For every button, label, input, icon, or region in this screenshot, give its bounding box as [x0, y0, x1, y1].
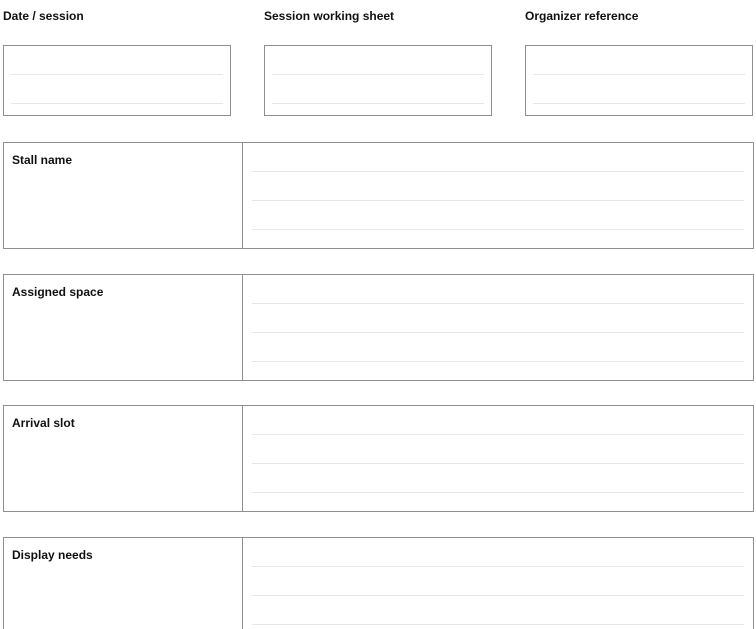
arrival-slot-field[interactable] [243, 406, 753, 511]
session-working-sheet-box[interactable] [264, 45, 492, 116]
organizer-reference-box[interactable] [525, 45, 753, 116]
field-label-cell [4, 143, 243, 248]
arrival-slot-label: Arrival slot [12, 416, 75, 430]
writing-line [272, 103, 484, 104]
field-row-arrival-slot [3, 405, 754, 512]
date-session-box[interactable] [3, 45, 231, 116]
field-label-cell [4, 275, 243, 380]
writing-line [11, 103, 223, 104]
writing-line [272, 74, 484, 75]
writing-line [252, 492, 744, 493]
stall-name-field[interactable] [243, 143, 753, 248]
assigned-space-field[interactable] [243, 275, 753, 380]
writing-line [252, 200, 744, 201]
display-needs-label: Display needs [12, 548, 93, 562]
field-row-assigned-space [3, 274, 754, 381]
writing-line [252, 463, 744, 464]
organizer-reference-label: Organizer reference [525, 9, 639, 23]
writing-line [252, 624, 744, 625]
field-label-cell [4, 406, 243, 511]
field-row-stall-name [3, 142, 754, 249]
field-label-cell [4, 538, 243, 629]
display-needs-field[interactable] [243, 538, 753, 629]
writing-line [11, 74, 223, 75]
writing-line [252, 434, 744, 435]
writing-line [252, 566, 744, 567]
writing-line [533, 74, 745, 75]
writing-line [252, 229, 744, 230]
writing-line [533, 103, 745, 104]
writing-line [252, 595, 744, 596]
assigned-space-label: Assigned space [12, 285, 104, 299]
writing-line [252, 361, 744, 362]
date-session-label: Date / session [3, 9, 84, 23]
writing-line [252, 332, 744, 333]
writing-line [252, 303, 744, 304]
field-row-display-needs [3, 537, 754, 629]
writing-line [252, 171, 744, 172]
stall-name-label: Stall name [12, 153, 73, 167]
session-working-sheet-label: Session working sheet [264, 9, 395, 23]
